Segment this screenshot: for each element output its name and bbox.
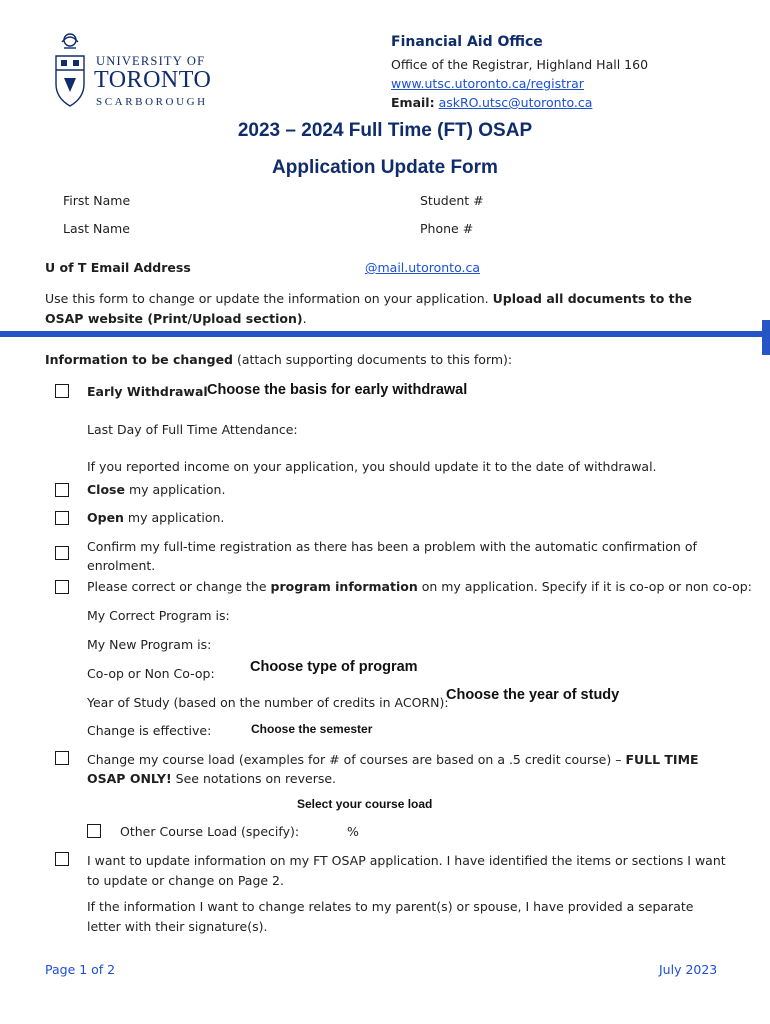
program-post: on my application. Specify if it is co-op or non co-op:	[417, 579, 752, 594]
website-link[interactable]: www.utsc.utoronto.ca/registrar	[391, 76, 584, 91]
section-label-rest: (attach supporting documents to this form):	[233, 352, 513, 367]
program-label	[87, 579, 752, 594]
title-line1: 2023 – 2024 Full Time (FT) OSAP	[237, 120, 533, 141]
update-info-label: I want to update information on my FT OSAP application. I have identified the items or sections I want to update or change on Page 2.	[87, 853, 726, 888]
program-bold: program information	[270, 579, 418, 594]
email-domain-link[interactable]: @mail.utoronto.ca	[365, 260, 480, 275]
course-load-checkbox[interactable]	[55, 751, 69, 765]
title-line2: Application Update Form	[272, 157, 498, 178]
course-load-text2: See notations on reverse.	[171, 771, 337, 786]
section-label	[45, 352, 512, 367]
page-number: Page 1 of 2	[45, 962, 116, 977]
open-label	[87, 510, 224, 525]
close-label	[87, 482, 225, 497]
crest-shield-icon	[50, 30, 90, 110]
intro-bold: Upload all documents to the OSAP website (Print/Upload section)	[45, 291, 692, 326]
section-divider	[0, 331, 770, 337]
intro-paragraph	[45, 289, 725, 329]
early-withdrawal-dropdown[interactable]: Choose the basis for early withdrawal	[207, 382, 468, 398]
other-course-load-label: Other Course Load (specify):	[120, 824, 300, 839]
early-withdrawal-checkbox[interactable]	[55, 384, 69, 398]
open-bold: Open	[87, 510, 124, 525]
parent-spouse-note: If the information I want to change relates to my parent(s) or spouse, I have provided a separate letter with their signature(s).	[87, 899, 694, 934]
effective-label: Change is effective:	[87, 723, 212, 738]
first-name-label: First Name	[63, 193, 131, 208]
email-link[interactable]: askRO.utsc@utoronto.ca	[438, 95, 593, 110]
email-line	[391, 95, 592, 110]
early-withdrawal-label: Early Withdrawal	[87, 384, 208, 399]
program-checkbox[interactable]	[55, 580, 69, 594]
intro-text: Use this form to change or update the information on your application.	[45, 291, 493, 306]
section-label-bold: Information to be changed	[45, 352, 234, 367]
student-number-label: Student #	[420, 193, 484, 208]
logo-line1: UNIVERSITY OF	[96, 54, 206, 68]
uoft-email-label: U of T Email Address	[45, 260, 191, 275]
footer-date: July 2023	[659, 962, 718, 977]
other-course-load-checkbox[interactable]	[87, 824, 101, 838]
open-checkbox[interactable]	[55, 511, 69, 525]
edge-marker	[762, 320, 770, 355]
close-rest: my application.	[124, 482, 226, 497]
logo-line3: SCARBOROUGH	[96, 96, 208, 108]
last-name-label: Last Name	[63, 221, 130, 236]
new-program-label: My New Program is:	[87, 637, 212, 652]
open-rest: my application.	[123, 510, 225, 525]
year-of-study-label: Year of Study (based on the number of credits in ACORN):	[87, 695, 449, 710]
course-load-text: Change my course load (examples for # of courses are based on a .5 credit course) –	[87, 752, 626, 767]
course-load-dropdown[interactable]: Select your course load	[297, 797, 433, 811]
office-title: Financial Aid Office	[391, 34, 543, 50]
phone-label: Phone #	[420, 221, 474, 236]
income-note: If you reported income on your application, you should update it to the date of withdrawal.	[87, 459, 657, 474]
year-of-study-dropdown[interactable]: Choose the year of study	[446, 687, 620, 703]
percent-sign: %	[347, 824, 359, 839]
update-info-checkbox[interactable]	[55, 852, 69, 866]
close-checkbox[interactable]	[55, 483, 69, 497]
logo	[50, 30, 230, 112]
intro-end: .	[302, 311, 307, 326]
confirm-registration-label: Confirm my full-time registration as there has been a problem with the automatic confirmation of enrolment.	[87, 539, 697, 573]
semester-dropdown[interactable]: Choose the semester	[251, 722, 373, 736]
close-bold: Close	[87, 482, 125, 497]
logo-line2: TORONTO	[94, 67, 212, 93]
last-day-label: Last Day of Full Time Attendance:	[87, 422, 298, 437]
email-label: Email:	[391, 95, 435, 110]
coop-label: Co-op or Non Co-op:	[87, 666, 215, 681]
office-location: Office of the Registrar, Highland Hall 160	[391, 57, 649, 72]
course-load-bold: FULL TIME OSAP ONLY!	[87, 752, 699, 786]
confirm-registration-checkbox[interactable]	[55, 546, 69, 560]
correct-program-label: My Correct Program is:	[87, 608, 230, 623]
program-pre: Please correct or change the	[87, 579, 271, 594]
coop-dropdown[interactable]: Choose type of program	[250, 659, 418, 675]
course-load-label	[87, 750, 727, 788]
